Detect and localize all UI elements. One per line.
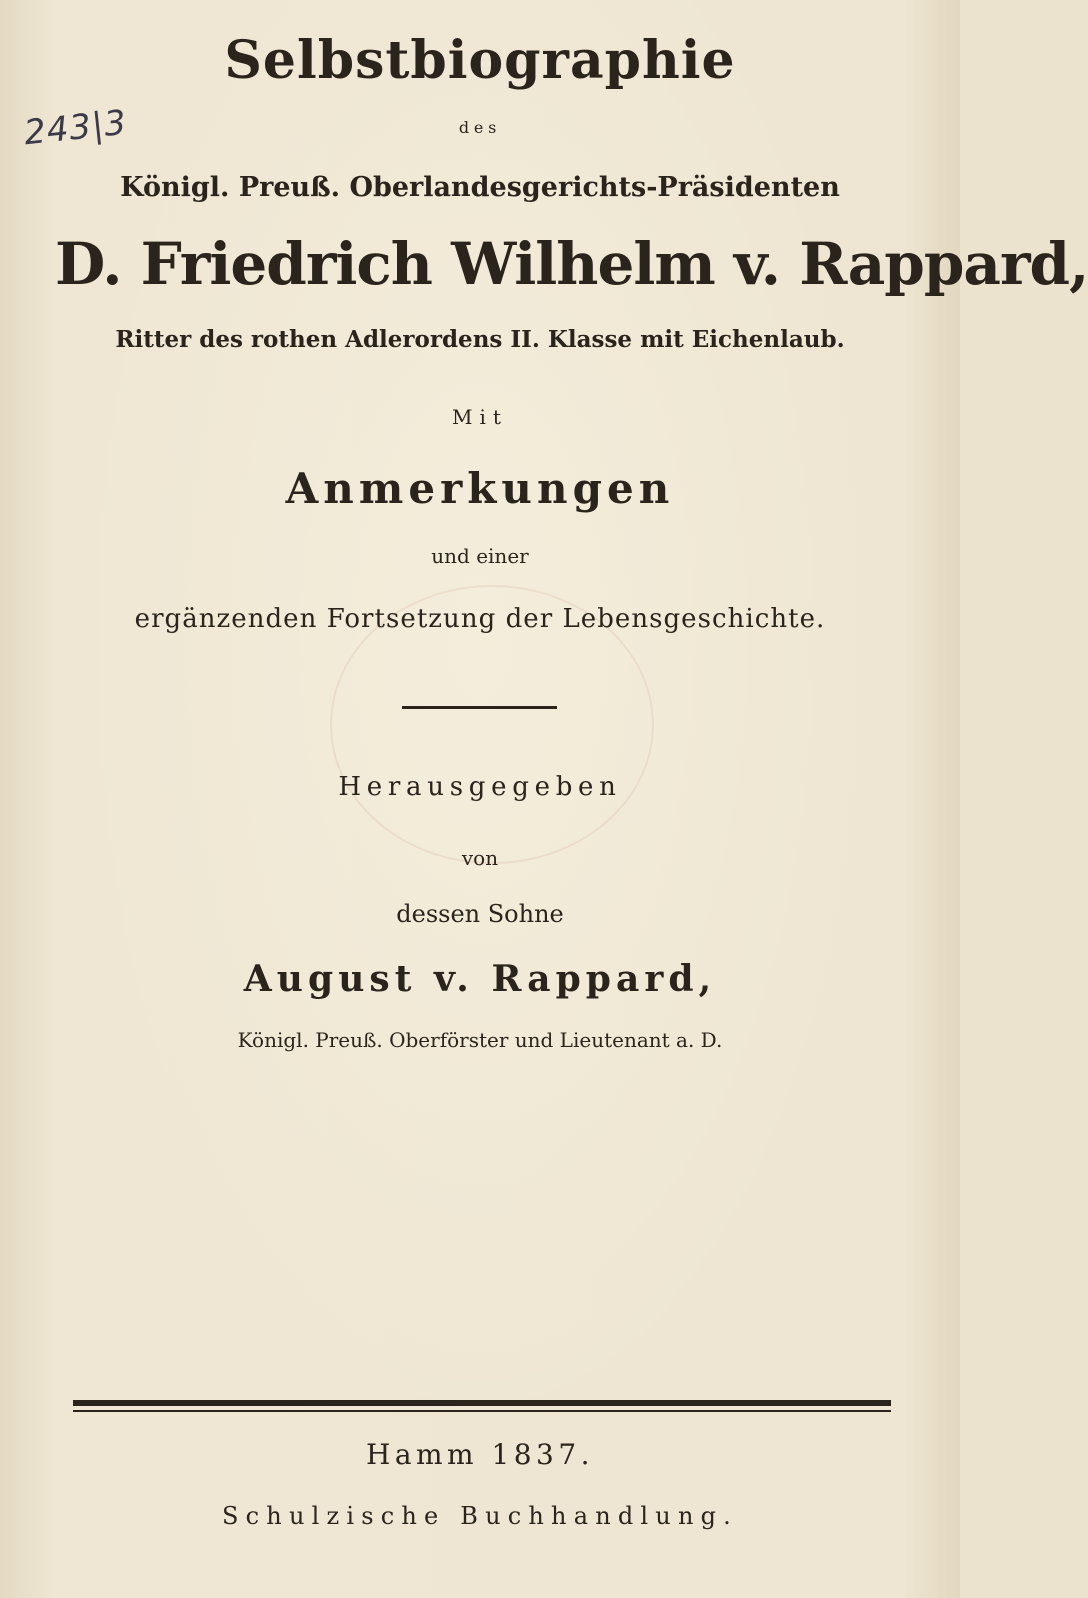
anmerkungen-line: Anmerkungen	[285, 464, 675, 513]
office-line: Königl. Preuß. Oberlandesgerichts-Präsidenten	[120, 172, 840, 203]
book-title: Selbstbiographie	[224, 30, 736, 91]
author-honors: Ritter des rothen Adlerordens II. Klasse mit Eichenlaub.	[115, 326, 845, 353]
place-year: Hamm 1837.	[365, 1438, 595, 1471]
short-divider-rule	[402, 706, 557, 709]
mit-line: Mit	[452, 405, 508, 429]
call-number-annotation: 243|3	[22, 102, 129, 154]
von-line: von	[461, 846, 499, 870]
author-name: D. Friedrich Wilhelm v. Rappard,	[55, 230, 1088, 298]
dessen-sohne-line: dessen Sohne	[396, 900, 564, 928]
preposition-des: des	[458, 118, 502, 137]
und-einer-line: und einer	[431, 544, 529, 568]
herausgegeben-line: Herausgegeben	[338, 772, 622, 802]
editor-title: Königl. Preuß. Oberförster und Lieutenant a. D.	[237, 1028, 723, 1052]
continuation-line: ergänzenden Fortsetzung der Lebensgeschichte.	[134, 604, 826, 634]
editor-name: August v. Rappard,	[243, 958, 717, 1000]
imprint-thick-rule	[73, 1400, 891, 1406]
imprint-thin-rule	[73, 1410, 891, 1412]
publisher: Schulzische Buchhandlung.	[222, 1502, 738, 1530]
